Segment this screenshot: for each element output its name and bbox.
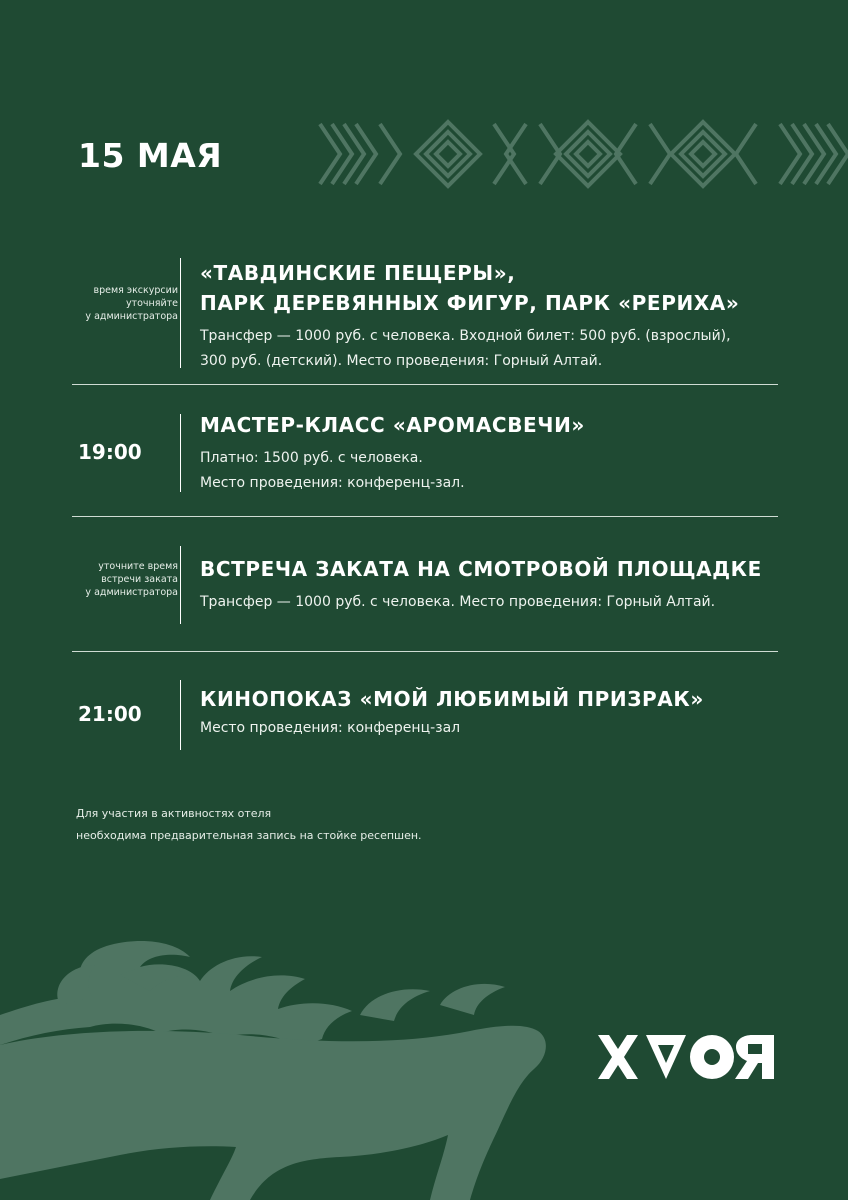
event-note: время экскурсии уточняйте у администратора	[85, 285, 178, 322]
event-description: Место проведения: конференц-зал	[200, 720, 461, 736]
event-content	[200, 684, 790, 741]
event-title: КИНОПОКАЗ «МОЙ ЛЮБИМЫЙ ПРИЗРАК»	[200, 687, 704, 711]
event-time: 19:00	[78, 440, 142, 464]
separator	[72, 384, 778, 385]
event-divider	[180, 414, 181, 492]
brand-logo-icon	[598, 1035, 774, 1079]
ornament-pattern-icon	[318, 118, 848, 190]
event-divider	[180, 258, 181, 368]
event-description: Трансфер — 1000 руб. с человека. Входной билет: 500 руб. (взрослый), 300 руб. (детский). Место проведения: Горный Алтай.	[200, 328, 731, 369]
page-date: 15 МАЯ	[78, 136, 223, 175]
event-divider	[180, 680, 181, 750]
registration-note: Для участия в активностях отеля необходима предварительная запись на стойке ресепшен.	[76, 807, 422, 842]
event-time: 21:00	[78, 702, 142, 726]
event-title: МАСТЕР-КЛАСС «АРОМАСВЕЧИ»	[200, 413, 585, 437]
event-content	[200, 410, 790, 496]
event-content	[200, 554, 790, 615]
separator	[72, 651, 778, 652]
event-description: Платно: 1500 руб. с человека. Место проведения: конференц-зал.	[200, 450, 465, 491]
event-note: уточните время встречи заката у администратора	[85, 561, 178, 598]
deer-silhouette-icon	[0, 935, 560, 1200]
event-description: Трансфер — 1000 руб. с человека. Место проведения: Горный Алтай.	[200, 594, 716, 610]
event-divider	[180, 546, 181, 624]
separator	[72, 516, 778, 517]
event-title: ВСТРЕЧА ЗАКАТА НА СМОТРОВОЙ ПЛОЩАДКЕ	[200, 557, 762, 581]
event-title: «ТАВДИНСКИЕ ПЕЩЕРЫ», ПАРК ДЕРЕВЯННЫХ ФИГУР, ПАРК «РЕРИХА»	[200, 261, 740, 315]
event-content	[200, 258, 790, 374]
